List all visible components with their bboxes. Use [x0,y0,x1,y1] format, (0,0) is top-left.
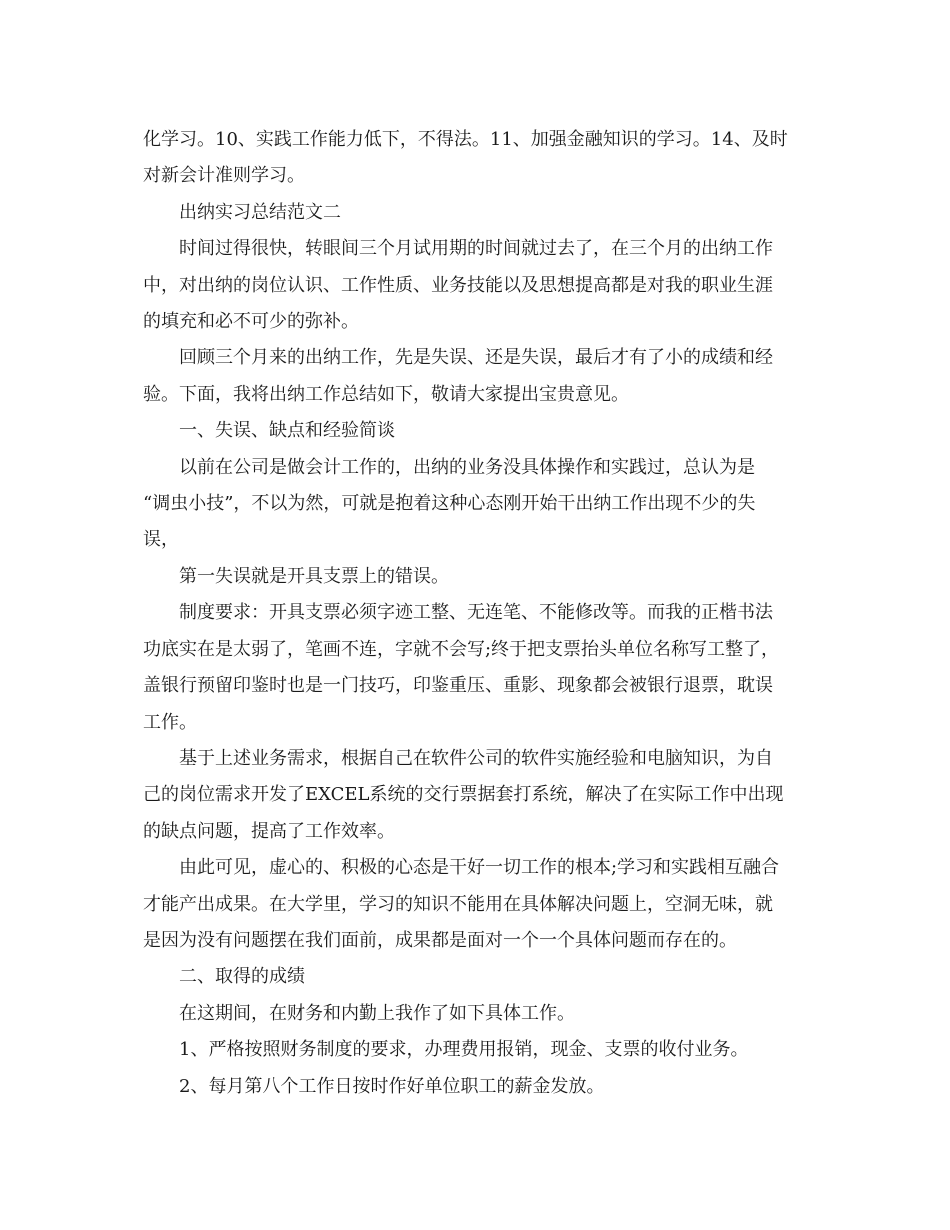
paragraph-solution [143,741,808,850]
text-line: 时间过得很快，转眼间三个月试用期的时间就过去了，在三个月的出纳工作 [179,238,773,260]
text-line: 盖银行预留印鉴时也是一门技巧，印鉴重压、重影、现象都会被银行退票，耽误 [143,675,773,697]
heading-text: 出纳实习总结范文二 [179,201,341,223]
heading-text: 一、失误、缺点和经验简谈 [179,420,395,442]
text-line: 工作。 [143,711,197,733]
list-item [143,1032,808,1068]
text-line: 由此可见，虚心的、积极的心态是干好一切工作的根本;学习和实践相互融合 [179,857,780,879]
text-line: “调虫小技”，不以为然，可就是抱着这种心态刚开始干出纳工作出现不少的失 [143,493,756,515]
text-line: 的填充和必不可少的弥补。 [143,311,359,333]
text-line: 第一失误就是开具支票上的错误。 [179,565,449,587]
text-line: 验。下面，我将出纳工作总结如下，敬请大家提出宝贵意见。 [143,383,629,405]
text-line: 中，对出纳的岗位认识、工作性质、业务技能以及思想提高都是对我的职业生涯 [143,274,773,296]
paragraph-intro [143,231,808,340]
paragraph-before [143,450,808,559]
text-line: 1、严格按照财务制度的要求，办理费用报销，现金、支票的收付业务。 [179,1039,749,1061]
paragraph-conclusion [143,850,808,959]
text-line: 制度要求：开具支票必须字迹工整、无连笔、不能修改等。而我的正楷书法 [179,602,773,624]
list-item [143,1069,808,1105]
text-line: 在这期间，在财务和内勤上我作了如下具体工作。 [179,1002,575,1024]
paragraph-period [143,996,808,1032]
text-line: 才能产出成果。在大学里，学习的知识不能用在具体解决问题上，空洞无味，就 [143,893,773,915]
text-line: 是因为没有问题摆在我们面前，成果都是面对一个一个具体问题而存在的。 [143,929,737,951]
heading-text: 二、取得的成绩 [179,966,305,988]
text-line: 误， [143,529,179,551]
text-line: 功底实在是太弱了，笔画不连，字就不会写;终于把支票抬头单位名称写工整了， [143,638,780,660]
text-line: 回顾三个月来的出纳工作，先是失误、还是失误，最后才有了小的成绩和经 [179,347,773,369]
text-line: 以前在公司是做会计工作的，出纳的业务没具体操作和实践过，总认为是 [179,456,755,478]
section-heading [143,959,808,995]
text-line: 的缺点问题，提高了工作效率。 [143,820,395,842]
paragraph-rules [143,595,808,741]
text-line: 2、每月第八个工作日按时作好单位职工的薪金发放。 [179,1075,605,1097]
paragraph-continuation [143,122,808,195]
paragraph-review [143,340,808,413]
text-line: 基于上述业务需求，根据自己在软件公司的软件实施经验和电脑知识，为自 [179,747,773,769]
section-heading [143,195,808,231]
document-body [143,122,808,1105]
section-heading [143,413,808,449]
text-line: 己的岗位需求开发了EXCEL系统的交行票据套打系统，解决了在实际工作中出现 [143,784,784,806]
paragraph-first-mistake [143,559,808,595]
text-line: 对新会计准则学习。 [143,165,305,187]
text-line: 化学习。10、实践工作能力低下，不得法。11、加强金融知识的学习。14、及时 [143,129,788,150]
